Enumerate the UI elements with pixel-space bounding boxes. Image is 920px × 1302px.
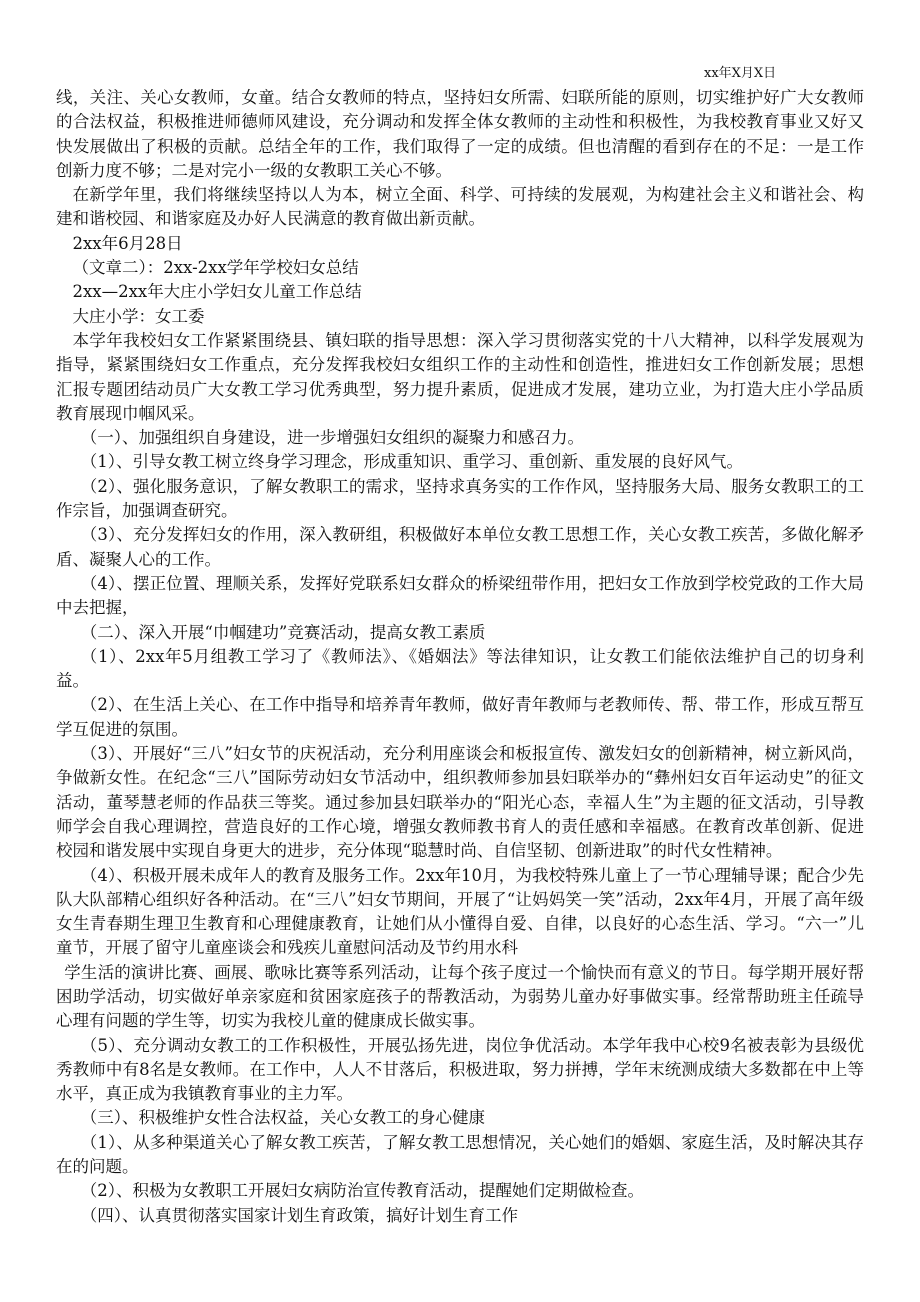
section-heading-1: （一）、加强组织自身建设，进一步增强妇女组织的凝聚力和感召力。 [80,428,584,448]
list-item: （3）、开展好“三八”妇女节的庆祝活动，充分利用座谈会和板报宣传、激发妇女的创新精神，树立新风尚，争做新女性。在纪念“三八”国际劳动妇女节活动中，组织教师参加县妇联举办的“彝州妇女百年运动史”的征文活动，董琴慧老师的作品获三等奖。通过参加县妇联举办的“阳光心态，幸福人生”为主题的征文活动，引导教师学会自我心理调控，营造良好的工作心境，增强女教师教书育人的责任感和幸福感。在教育改革创新、促进校园和谐发展中实现自身更大的进步，充分体现“聪慧时尚、自信坚韧、创新进取”的时代女性精神。 [56,744,864,861]
section-heading-4: （四）、认真贯彻落实国家计划生育政策，搞好计划生育工作 [80,1205,518,1225]
list-item: （2）、积极为女教职工开展妇女病防治宣传教育活动，提醒她们定期做检查。 [80,1181,644,1201]
paragraph-date: 2xx年6月28日 [72,233,183,253]
list-item: （3）、充分发挥妇女的作用，深入教研组，积极做好本单位女教工思想工作，关心女教工疾苦，多做化解矛盾、凝聚人心的工作。 [56,525,864,569]
paragraph-continuation: 线，关注、关心女教师，女童。结合女教师的特点，坚持妇女所需、妇联所能的原则，切实维护好广大女教师的合法权益，积极推进师德师风建设，充分调动和发挥全体女教师的主动性和积极性，为我校教育事业又好又快发展做出了积极的贡献。总结全年的工作，我们取得了一定的成绩。但也清醒的看到存在的不足：一是工作创新力度不够；二是对完小一级的女教职工关心不够。 [56,88,864,180]
list-item: （1）、引导女教工树立终身学习理念，形成重知识、重学习、重创新、重发展的良好风气。 [80,452,743,472]
list-item: （4）、积极开展未成年人的教育及服务工作。2xx年10月，为我校特殊儿童上了一节心理辅导课；配合少先队大队部精心组织好各种活动。在“三八”妇女节期间，开展了“让妈妈笑一笑”活动，2xx年4月，开展了高年级女生青春期生理卫生教育和心理健康教育，让她们从小懂得自爱、自律，以良好的心态生活、学习。“六一”儿童节，开展了留守儿童座谈会和残疾儿童慰问活动及节约用水科 [56,865,864,958]
section-heading-3: （三）、积极维护女性合法权益，关心女教工的身心健康 [80,1108,485,1128]
list-item: （5）、充分调动女教工的工作积极性，开展弘扬先进，岗位争优活动。本学年我中心校9名被表彰为县级优秀教师中有8名是女教师。在工作中，人人不甘落后，积极进取，努力拼搏，学年末统测成绩大多数都在中上等水平，真正成为我镇教育事业的主力军。 [56,1035,864,1104]
document-body [56,86,864,1228]
article-two-subtitle: 2xx—2xx年大庄小学妇女儿童工作总结 [72,282,362,302]
list-item: （1）、2xx年5月组教工学习了《教师法》、《婚姻法》等法律知识，让女教工们能依法维护自己的切身利益。 [56,646,864,691]
header-date: xx年X月X日 [704,66,777,81]
paragraph-new-year-plan: 在新学年里，我们将继续坚持以人为本，树立全面、科学、可持续的发展观，为构建社会主义和谐社会、构建和谐校园、和谐家庭及办好人民满意的教育做出新贡献。 [56,185,864,229]
list-item: （2）、强化服务意识，了解女教职工的需求，坚持求真务实的工作作风，坚持服务大局、服务女教职工的工作宗旨，加强调查研究。 [56,476,864,521]
paragraph-intro: 本学年我校妇女工作紧紧围绕县、镇妇联的指导思想：深入学习贯彻落实党的十八大精神，以科学发展观为指导，紧紧围绕妇女工作重点，充分发挥我校妇女组织工作的主动性和创造性，推进妇女工作创新发展；思想汇报专题团结动员广大女教工学习优秀典型，努力提升素质，促进成才发展，建功立业，为打造大庄小学品质教育展现巾帼风采。 [56,330,864,423]
list-item: （2）、在生活上关心、在工作中指导和培养青年教师，做好青年教师与老教师传、帮、带工作，形成互帮互学互促进的氛围。 [56,695,864,739]
article-two-author: 大庄小学：女工委 [72,306,205,326]
paragraph-continuation-activities: 学生活的演讲比赛、画展、歌咏比赛等系列活动，让每个孩子度过一个愉快而有意义的节日。每学期开展好帮困助学活动，切实做好单亲家庭和贫困家庭孩子的帮教活动，为弱势儿童办好事做实事。经常帮助班主任疏导心理有问题的学生等，切实为我校儿童的健康成长做实事。 [56,962,864,1031]
article-two-title: （文章二）：2xx-2xx学年学校妇女总结 [72,258,359,278]
section-heading-2: （二）、深入开展“巾帼建功”竞赛活动，提高女教工素质 [80,622,486,642]
list-item: （4）、摆正位置、理顺关系，发挥好党联系妇女群众的桥梁纽带作用，把妇女工作放到学校党政的工作大局中去把握， [56,573,864,618]
list-item: （1）、从多种渠道关心了解女教工疾苦，了解女教工思想情况，关心她们的婚姻、家庭生活，及时解决其存在的问题。 [56,1132,864,1177]
